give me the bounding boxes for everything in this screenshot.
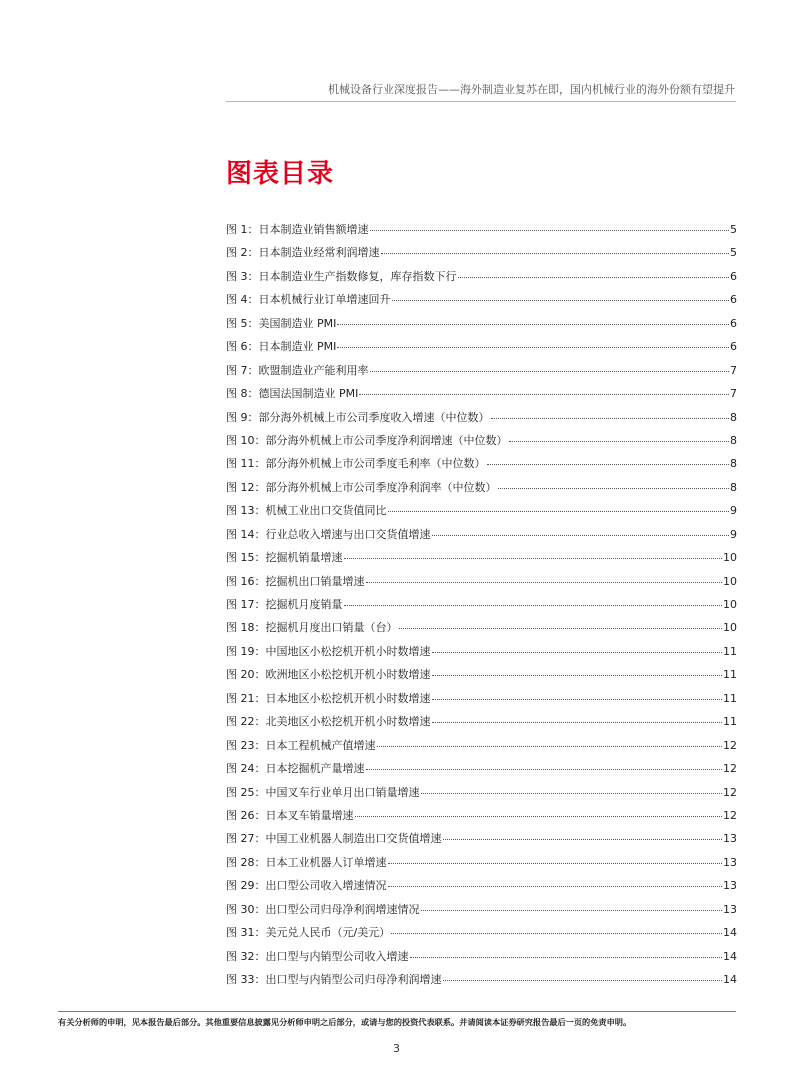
toc-entry-page[interactable]: 6 (730, 340, 737, 354)
toc-dot-leader (432, 675, 723, 676)
toc-entry[interactable] (226, 455, 737, 478)
toc-entry-label[interactable]: 图 9：部分海外机械上市公司季度收入增速（中位数） (226, 410, 490, 424)
toc-entry-label[interactable]: 图 4：日本机械行业订单增速回升 (226, 293, 391, 307)
toc-entry[interactable] (226, 573, 737, 596)
toc-entry-page[interactable]: 12 (723, 785, 737, 799)
toc-entry-label[interactable]: 图 29：出口型公司收入增速情况 (226, 879, 387, 893)
toc-dot-leader (370, 230, 730, 231)
toc-entry[interactable] (226, 901, 737, 924)
toc-dot-leader (432, 722, 723, 723)
toc-entry-page[interactable]: 11 (723, 691, 737, 705)
toc-entry-label[interactable]: 图 22：北美地区小松挖机开机小时数增速 (226, 715, 431, 729)
toc-entry[interactable] (226, 315, 737, 338)
toc-entry-label[interactable]: 图 26：日本叉车销量增速 (226, 808, 354, 822)
toc-dot-leader (432, 535, 730, 536)
toc-entry-page[interactable]: 5 (730, 223, 737, 236)
toc-dot-leader (381, 253, 730, 254)
toc-dot-leader (421, 910, 723, 911)
toc-entry-page[interactable]: 14 (723, 973, 737, 986)
toc-dot-leader (366, 582, 723, 583)
toc-entry[interactable] (226, 479, 737, 502)
toc-entry-page[interactable]: 13 (723, 879, 737, 893)
toc-dot-leader (370, 371, 730, 372)
toc-entry[interactable] (226, 291, 737, 314)
toc-entry-label[interactable]: 图 27：中国工业机器人制造出口交货值增速 (226, 832, 442, 846)
toc-entry-label[interactable]: 图 2：日本制造业经常利润增速 (226, 246, 380, 260)
toc-dot-leader (421, 793, 723, 794)
toc-entry-label[interactable]: 图 15：挖掘机销量增速 (226, 551, 343, 565)
toc-entry-page[interactable]: 7 (730, 387, 737, 401)
page-title: 图表目录 (226, 159, 335, 189)
toc-entry-page[interactable]: 6 (730, 316, 737, 330)
toc-entry-page[interactable]: 11 (723, 644, 737, 658)
toc-entry-label[interactable]: 图 24：日本挖掘机产量增速 (226, 762, 365, 776)
toc-entry-label[interactable]: 图 16：挖掘机出口销量增速 (226, 574, 365, 588)
toc-entry-label[interactable]: 图 21：日本地区小松挖机开机小时数增速 (226, 691, 431, 705)
toc-entry-label[interactable]: 图 28：日本工业机器人订单增速 (226, 855, 387, 869)
toc-entry-page[interactable]: 10 (723, 621, 737, 635)
toc-entry-page[interactable]: 11 (723, 715, 737, 729)
toc-entry[interactable] (226, 807, 737, 830)
toc-entry-page[interactable]: 7 (730, 363, 737, 377)
toc-entry[interactable] (226, 549, 737, 572)
toc-dot-leader (391, 933, 722, 934)
toc-dot-leader (498, 488, 730, 489)
toc-dot-leader (458, 277, 730, 278)
toc-entry[interactable] (226, 362, 737, 385)
footer-divider (58, 1011, 736, 1012)
toc-dot-leader (337, 324, 729, 325)
toc-entry[interactable] (226, 526, 737, 549)
toc-entry-label[interactable]: 图 10：部分海外机械上市公司季度净利润增速（中位数） (226, 433, 508, 447)
toc-entry-page[interactable]: 8 (730, 457, 737, 471)
toc-entry[interactable] (226, 784, 737, 807)
toc-entry-page[interactable]: 14 (723, 926, 737, 940)
toc-entry-label[interactable]: 图 5：美国制造业 PMI (226, 316, 337, 330)
toc-entry[interactable] (226, 666, 737, 689)
toc-entry-page[interactable]: 9 (730, 504, 737, 518)
toc-entry[interactable] (226, 948, 737, 971)
running-header: 机械设备行业深度报告——海外制造业复苏在即，国内机械行业的海外份额有望提升 (328, 83, 735, 96)
toc-entry-label[interactable]: 图 14：行业总收入增速与出口交货值增速 (226, 527, 431, 541)
toc-dot-leader (392, 300, 730, 301)
toc-entry[interactable] (226, 338, 737, 361)
toc-dot-leader (359, 394, 729, 395)
toc-entry-page[interactable]: 5 (730, 246, 737, 260)
toc-dot-leader (377, 746, 723, 747)
toc-dot-leader (388, 886, 723, 887)
toc-entry[interactable] (226, 713, 737, 736)
toc-entry[interactable] (226, 737, 737, 760)
toc-entry-page[interactable]: 6 (730, 269, 737, 283)
toc-entry-page[interactable]: 11 (723, 668, 737, 682)
toc-entry[interactable] (226, 409, 737, 432)
toc-entry-page[interactable]: 10 (723, 574, 737, 588)
toc-entry[interactable] (226, 221, 737, 244)
toc-entry-page[interactable]: 13 (723, 832, 737, 846)
page-number: 3 (393, 1042, 400, 1055)
toc-entry[interactable] (226, 268, 737, 291)
toc-entry-page[interactable]: 8 (730, 480, 737, 494)
toc-dot-leader (399, 628, 723, 629)
toc-entry-label[interactable]: 图 33：出口型与内销型公司归母净利润增速 (226, 973, 442, 986)
toc-dot-leader (355, 816, 723, 817)
header-divider (226, 101, 736, 102)
toc-dot-leader (337, 347, 729, 348)
toc-dot-leader (344, 558, 723, 559)
toc-entry[interactable] (226, 690, 737, 713)
toc-entry-label[interactable]: 图 19：中国地区小松挖机开机小时数增速 (226, 644, 431, 658)
toc-entry[interactable] (226, 596, 737, 619)
toc-entry-page[interactable]: 10 (723, 551, 737, 565)
toc-dot-leader (491, 418, 730, 419)
toc-entry-page[interactable]: 13 (723, 902, 737, 916)
toc-entry[interactable] (226, 877, 737, 900)
toc-entry-label[interactable]: 图 18：挖掘机月度出口销量（台） (226, 621, 398, 635)
toc-entry[interactable] (226, 760, 737, 783)
toc-entry-label[interactable]: 图 30：出口型公司归母净利润增速情况 (226, 902, 420, 916)
toc-entry-label[interactable]: 图 32：出口型与内销型公司收入增速 (226, 949, 409, 963)
toc-entry-page[interactable]: 9 (730, 527, 737, 541)
toc-dot-leader (388, 511, 730, 512)
toc-entry-page[interactable]: 12 (723, 762, 737, 776)
toc-entry-label[interactable]: 图 8：德国法国制造业 PMI (226, 387, 359, 401)
toc-entry-page[interactable]: 13 (723, 855, 737, 869)
toc-entry[interactable] (226, 830, 737, 853)
toc-entry[interactable] (226, 971, 737, 994)
toc-entry-label[interactable]: 图 25：中国叉车行业单月出口销量增速 (226, 785, 420, 799)
toc-dot-leader (432, 652, 723, 653)
toc-entry-page[interactable]: 12 (723, 738, 737, 752)
toc-entry[interactable] (226, 432, 737, 455)
toc-dot-leader (388, 863, 723, 864)
toc-entry-label[interactable]: 图 17：挖掘机月度销量 (226, 598, 343, 611)
toc-entry-label[interactable]: 图 23：日本工程机械产值增速 (226, 738, 376, 752)
toc-entry-label[interactable]: 图 7：欧盟制造业产能利用率 (226, 363, 369, 377)
toc-dot-leader (432, 699, 723, 700)
toc-dot-leader (344, 605, 723, 606)
toc-entry-label[interactable]: 图 1：日本制造业销售额增速 (226, 223, 369, 236)
toc-entry-label[interactable]: 图 20：欧洲地区小松挖机开机小时数增速 (226, 668, 431, 682)
toc-entry[interactable] (226, 385, 737, 408)
toc-dot-leader (410, 957, 723, 958)
toc-entry-label[interactable]: 图 12：部分海外机械上市公司季度净利润率（中位数） (226, 480, 497, 494)
toc-entry-label[interactable]: 图 11：部分海外机械上市公司季度毛利率（中位数） (226, 457, 486, 471)
toc-entry-page[interactable]: 8 (730, 410, 737, 424)
toc-entry-label[interactable]: 图 31：美元兑人民币（元/美元） (226, 926, 391, 940)
toc-dot-leader (366, 769, 723, 770)
toc-dot-leader (443, 839, 723, 840)
toc-entry[interactable] (226, 502, 737, 525)
toc-entry-page[interactable]: 8 (730, 433, 737, 447)
toc-entry[interactable] (226, 924, 737, 947)
toc-entry-label[interactable]: 图 13：机械工业出口交货值同比 (226, 504, 387, 518)
toc-dot-leader (443, 980, 723, 981)
figure-list (226, 221, 737, 994)
toc-entry-label[interactable]: 图 3：日本制造业生产指数修复，库存指数下行 (226, 269, 457, 283)
toc-entry-page[interactable]: 6 (730, 293, 737, 307)
toc-dot-leader (509, 441, 730, 442)
toc-entry[interactable] (226, 643, 737, 666)
toc-dot-leader (487, 464, 730, 465)
toc-entry-label[interactable]: 图 6：日本制造业 PMI (226, 340, 337, 354)
toc-entry-page[interactable]: 12 (723, 808, 737, 822)
toc-entry[interactable] (226, 244, 737, 267)
toc-entry[interactable] (226, 619, 737, 642)
toc-entry-page[interactable]: 14 (723, 949, 737, 963)
toc-entry-page[interactable]: 10 (723, 598, 737, 611)
analyst-disclaimer: 有关分析师的申明，见本报告最后部分。其他重要信息披露见分析师申明之后部分，或请与您的投资代表联系。并请阅读本证券研究报告最后一页的免责申明。 (58, 1017, 632, 1027)
toc-entry[interactable] (226, 854, 737, 877)
